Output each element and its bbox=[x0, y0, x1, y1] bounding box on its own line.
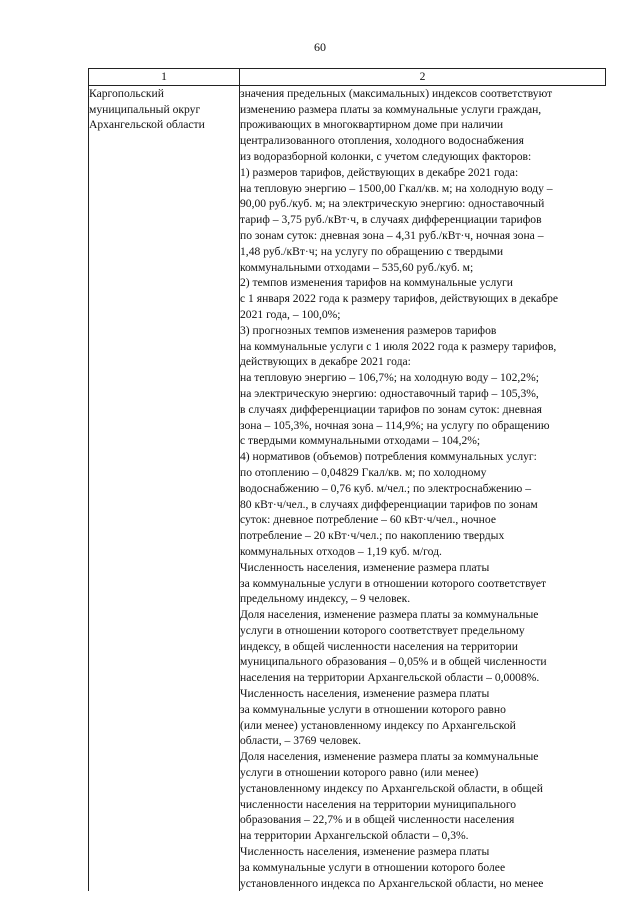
description-line: коммунальных отходов – 1,19 куб. м/год. bbox=[240, 544, 442, 558]
description-line: 3) прогнозных темпов изменения размеров тарифов bbox=[240, 323, 497, 337]
description-line: установленного индекса по Архангельской области, но менее bbox=[240, 876, 544, 890]
description-line: потребление – 20 кВт·ч/чел.; по накоплению твердых bbox=[240, 529, 505, 543]
description-line: суток: дневное потребление – 60 кВт·ч/чел., ночное bbox=[240, 513, 496, 527]
description-line: водоснабжению – 0,76 куб. м/чел.; по электроснабжению – bbox=[240, 481, 531, 495]
description-line: 2021 года, – 100,0%; bbox=[240, 307, 341, 321]
description-line: услуги в отношении которого соответствует предельному bbox=[240, 623, 525, 637]
description-line: на тепловую энергию – 1500,00 Гкал/кв. м; на холодную воду – bbox=[240, 181, 553, 195]
description-line: централизованного отопления, холодного водоснабжения bbox=[240, 134, 524, 148]
description-line: значения предельных (максимальных) индексов соответствуют bbox=[240, 86, 553, 100]
table-header-row bbox=[89, 69, 606, 86]
description-line: действующих в декабре 2021 года: bbox=[240, 355, 411, 369]
description-line: Доля населения, изменение размера платы за коммунальные bbox=[240, 608, 539, 622]
description-line: населения на территории Архангельской области – 0,0008%. bbox=[240, 671, 540, 685]
description-line: в случаях дифференциации тарифов по зонам суток: дневная bbox=[240, 402, 543, 416]
description-line: на тепловую энергию – 106,7%; на холодную воду – 102,2%; bbox=[240, 371, 539, 385]
description-line: проживающих в многоквартирном доме при наличии bbox=[240, 118, 504, 132]
page-number: 60 bbox=[314, 40, 326, 54]
description-line: Численность населения, изменение размера платы bbox=[240, 687, 490, 701]
description-line: услуги в отношении которого равно (или менее) bbox=[240, 766, 479, 780]
description-cell bbox=[240, 85, 606, 891]
document-table bbox=[88, 68, 606, 891]
municipality-line: Каргопольский bbox=[89, 86, 164, 100]
description-line: 1,48 руб./кВт·ч; на услугу по обращению с твердыми bbox=[240, 244, 504, 258]
description-line: коммунальными отходами – 535,60 руб./куб. м; bbox=[240, 260, 474, 274]
description-line: Доля населения, изменение размера платы за коммунальные bbox=[240, 750, 539, 764]
description-line: муниципального образования – 0,05% и в общей численности bbox=[240, 655, 547, 669]
municipality-cell bbox=[89, 85, 240, 891]
description-line: на территории Архангельской области – 0,3%. bbox=[240, 829, 469, 843]
description-line: установленному индексу по Архангельской области, в общей bbox=[240, 781, 543, 795]
description-line: на электрическую энергию: одноставочный тариф – 105,3%, bbox=[240, 386, 539, 400]
description-line: за коммунальные услуги в отношении которого соответствует bbox=[240, 576, 547, 590]
description-line: с твердыми коммунальными отходами – 104,2%; bbox=[240, 434, 481, 448]
description-line: из водоразборной колонки, с учетом следующих факторов: bbox=[240, 149, 532, 163]
description-line: предельному индексу, – 9 человек. bbox=[240, 592, 411, 606]
description-line: 4) нормативов (объемов) потребления коммунальных услуг: bbox=[240, 450, 537, 464]
description-line: 1) размеров тарифов, действующих в декабре 2021 года: bbox=[240, 165, 519, 179]
header-col-1: 1 bbox=[89, 69, 240, 86]
description-line: индексу, в общей численности населения на территории bbox=[240, 639, 518, 653]
description-line: 90,00 руб./куб. м; на электрическую энергию: одноставочный bbox=[240, 197, 545, 211]
description-line: численности населения на территории муниципального bbox=[240, 797, 517, 811]
description-line: 80 кВт·ч/чел., в случаях дифференциации тарифов по зонам bbox=[240, 497, 538, 511]
description-line: за коммунальные услуги в отношении которого равно bbox=[240, 702, 506, 716]
description-line: по отоплению – 0,04829 Гкал/кв. м; по холодному bbox=[240, 465, 487, 479]
description-line: изменению размера платы за коммунальные услуги граждан, bbox=[240, 102, 542, 116]
table-row bbox=[89, 85, 606, 891]
description-line: образования – 22,7% и в общей численности населения bbox=[240, 813, 515, 827]
description-line: за коммунальные услуги в отношении которого более bbox=[240, 860, 506, 874]
description-line: на коммунальные услуги с 1 июля 2022 года к размеру тарифов, bbox=[240, 339, 557, 353]
description-line: Численность населения, изменение размера платы bbox=[240, 845, 490, 859]
header-col-2: 2 bbox=[240, 69, 606, 86]
description-line: тариф – 3,75 руб./кВт·ч, в случаях дифференциации тарифов bbox=[240, 213, 542, 227]
municipality-line: муниципальный округ bbox=[89, 102, 201, 116]
description-line: (или менее) установленному индексу по Архангельской bbox=[240, 718, 516, 732]
municipality-line: Архангельской области bbox=[89, 118, 205, 132]
description-line: зона – 105,3%, ночная зона – 114,9%; на услугу по обращению bbox=[240, 418, 550, 432]
description-line: с 1 января 2022 года к размеру тарифов, действующих в декабре bbox=[240, 292, 559, 306]
description-line: Численность населения, изменение размера платы bbox=[240, 560, 490, 574]
description-line: области, – 3769 человек. bbox=[240, 734, 361, 748]
description-line: 2) темпов изменения тарифов на коммунальные услуги bbox=[240, 276, 513, 290]
description-line: по зонам суток: дневная зона – 4,31 руб./кВт·ч, ночная зона – bbox=[240, 228, 544, 242]
